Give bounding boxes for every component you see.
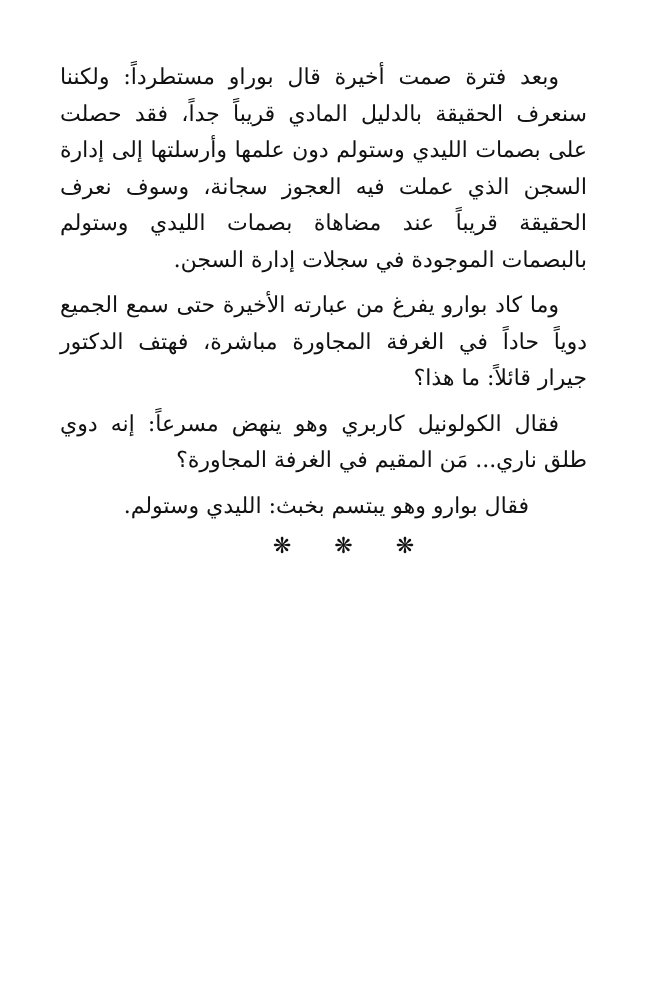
paragraph-4: فقال بوارو وهو يبتسم بخبث: الليدي وستولم. (123, 493, 529, 519)
section-break-ornament: ❋ ❋ ❋ (272, 534, 433, 559)
paragraph-1: وبعد فترة صمت أخيرة قال بوراو مستطرداً: ولكننا سنعرف الحقيقة بالدليل المادي قريباً جداً، فقد حصلت على بصمات الليدي وستولم دون علمها وأرسلتها إلى إدارة السجن الذي عملت فيه العجوز سجانة، وسوف نعرف الحقيقة قريباً عند مضاهاة بصمات الليدي وستولم بالبصمات الموجودة في سجلات إدارة السجن. (60, 65, 587, 273)
paragraph-3: فقال الكولونيل كاربري وهو ينهض مسرعاً: إنه دوي طلق ناري... مَن المقيم في الغرفة المجاورة؟ (60, 411, 587, 473)
paragraph-2: وما كاد بوارو يفرغ من عبارته الأخيرة حتى سمع الجميع دوياً حاداً في الغرفة المجاورة مباشرة، فهتف الدكتور جيرار قائلاً: ما هذا؟ (60, 293, 587, 391)
book-page (60, 60, 587, 559)
